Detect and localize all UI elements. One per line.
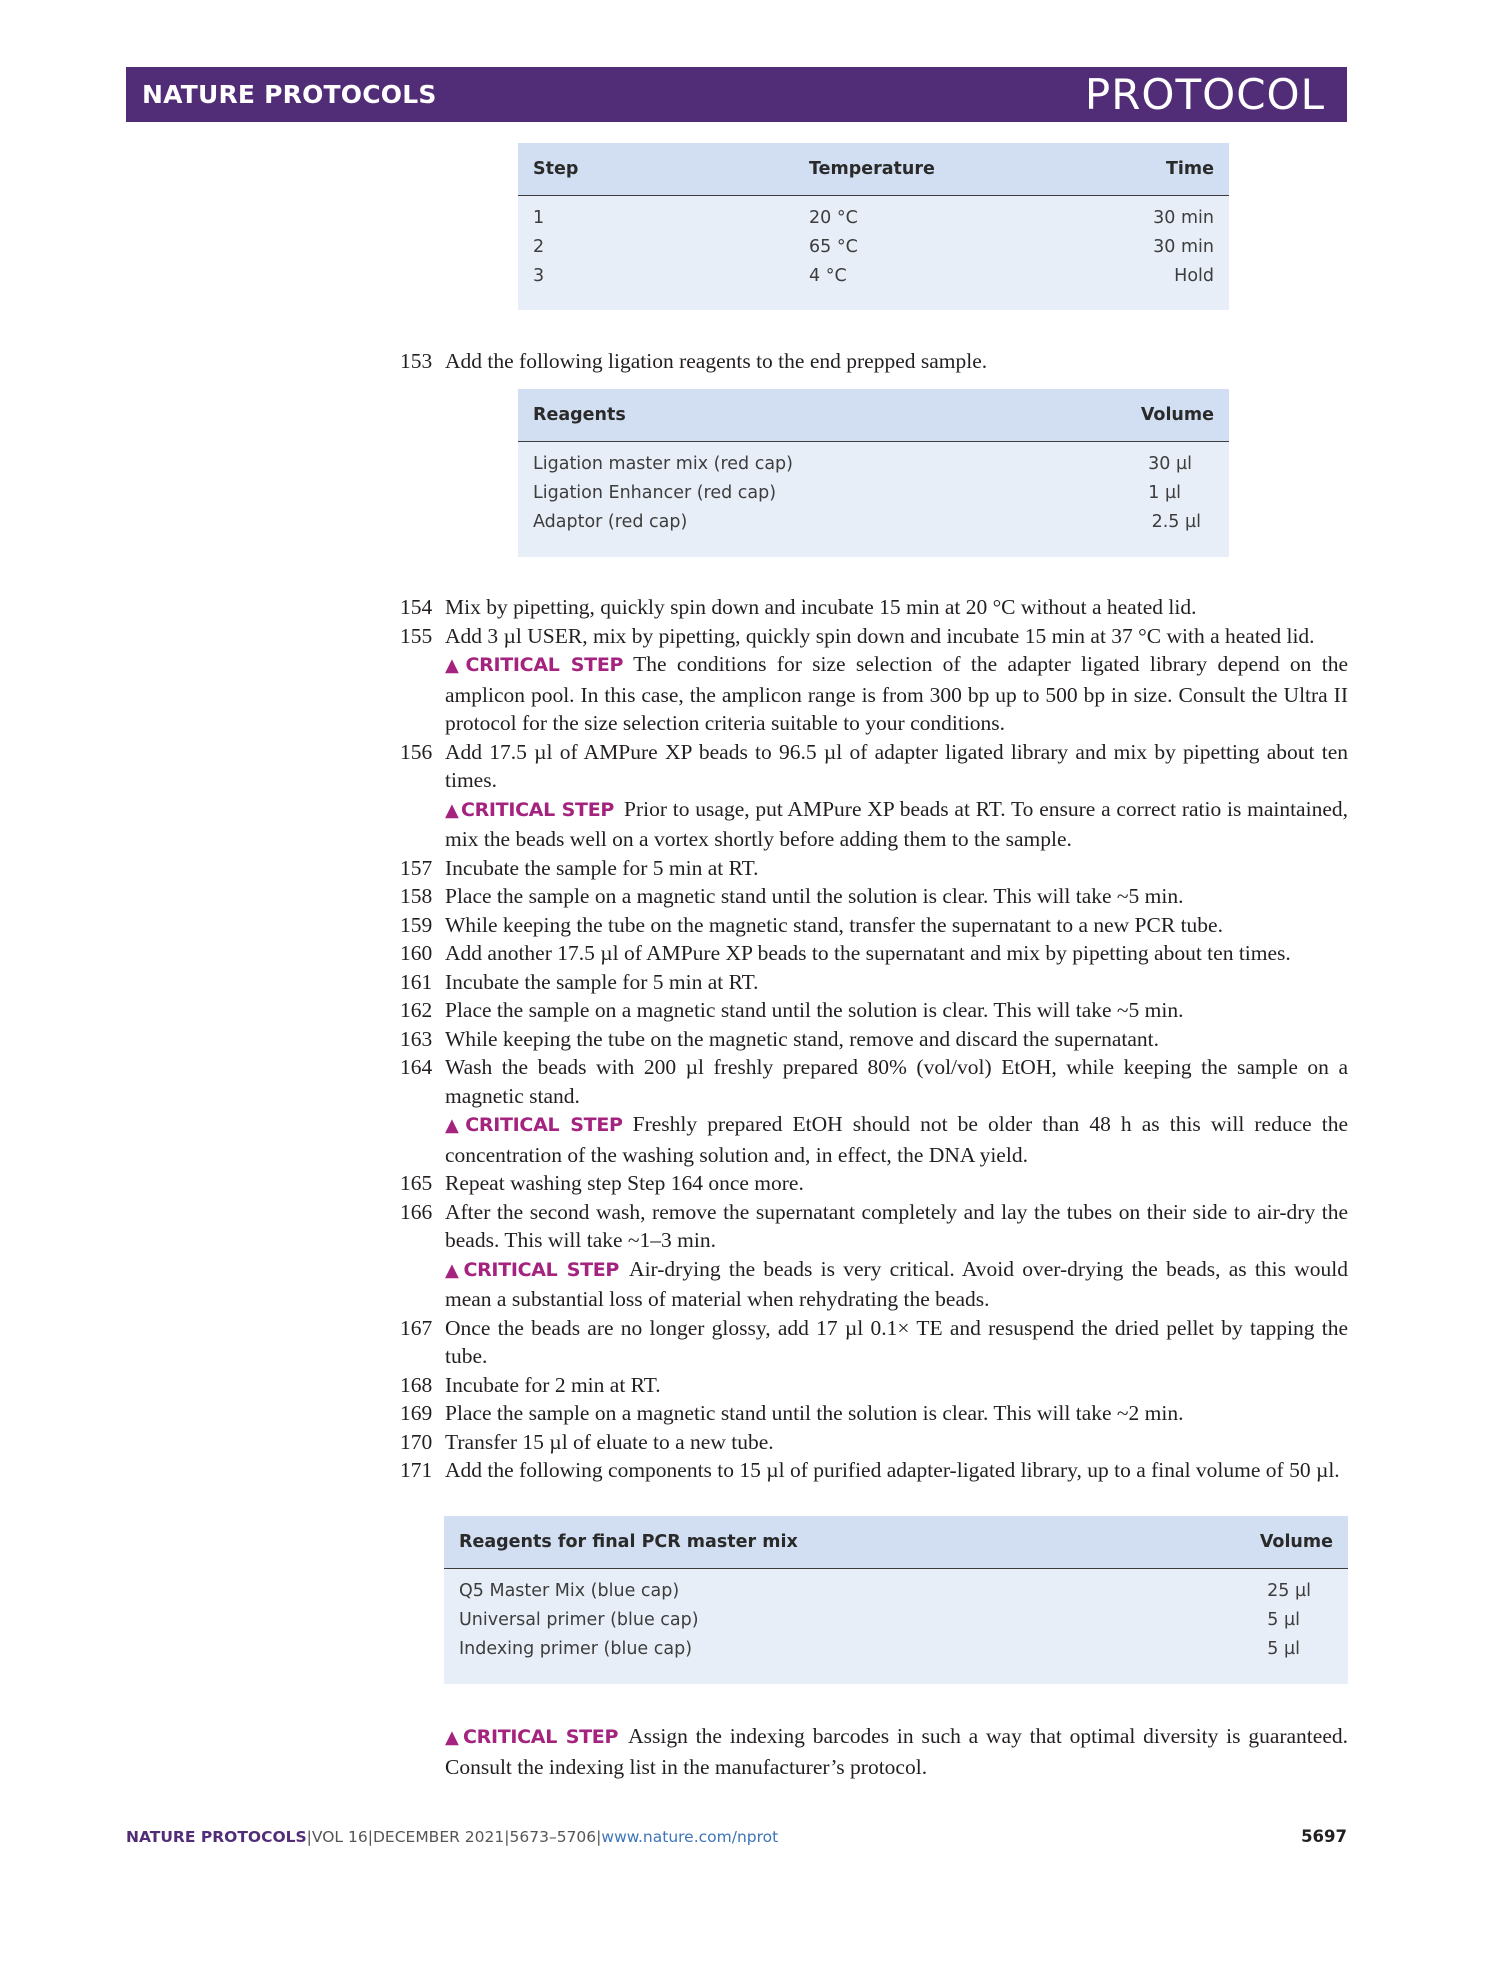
step-text: Add 3 µl USER, mix by pipetting, quickly spin down and incubate 15 min at 37 °C with a heated lid. [445, 623, 1315, 648]
warning-triangle-icon: ▲ [445, 655, 464, 676]
step-number: 159 [400, 912, 433, 937]
critical-label-text: CRITICAL STEP [465, 654, 624, 676]
step-item [400, 1025, 1348, 1054]
critical-label-text: CRITICAL STEP [463, 1258, 620, 1281]
critical-text: Air-drying the beads is very critical. Avoid over-drying the beads, as this would mean a substantial loss of material when rehydrating the beads. [445, 1256, 1348, 1311]
step-number: 158 [400, 884, 433, 908]
critical-note [445, 1722, 1348, 1781]
col-step: Step [533, 159, 579, 179]
footer-pages: 5673–5706 [509, 1827, 597, 1846]
step-item [400, 996, 1348, 1025]
step-text: Incubate the sample for 5 min at RT. [445, 969, 759, 994]
table-row [444, 1637, 1348, 1666]
step-153-block [400, 347, 1348, 376]
footer-date: DECEMBER 2021 [372, 1827, 505, 1846]
step-number: 163 [400, 1026, 433, 1051]
temperature-table [518, 143, 1229, 310]
step-item [400, 911, 1348, 940]
journal-banner [126, 67, 1347, 122]
step-text: Add 17.5 µl of AMPure XP beads to 96.5 µl of adapter ligated library and mix by pipetting about ten times. [445, 739, 1348, 792]
critical-label-text: CRITICAL STEP [460, 798, 615, 821]
step-item [400, 1456, 1348, 1485]
warning-triangle-icon: ▲ [445, 1259, 462, 1281]
step-number: 170 [400, 1429, 433, 1454]
step-item [400, 1053, 1348, 1169]
table-header [444, 1516, 1348, 1569]
col-temperature: Temperature [809, 159, 935, 179]
critical-step-label [445, 654, 623, 676]
separator: | [306, 1827, 312, 1846]
pcr-master-mix-table [444, 1516, 1348, 1684]
journal-name: NATURE PROTOCOLS [142, 80, 437, 109]
cell: Hold [1174, 266, 1214, 286]
step-number: 162 [400, 998, 433, 1022]
step-number: 169 [400, 1401, 433, 1425]
critical-text: Freshly prepared EtOH should not be older than 48 h as this will reduce the concentration of the washing solution and, in effect, the DNA yield. [445, 1112, 1348, 1167]
table-row [518, 206, 1229, 235]
step-text: Add another 17.5 µl of AMPure XP beads to the supernatant and mix by pipetting about ten times. [445, 941, 1291, 965]
step-number: 166 [400, 1199, 433, 1224]
step-item [400, 939, 1348, 968]
cell: Indexing primer (blue cap) [459, 1639, 693, 1659]
cell: Q5 Master Mix (blue cap) [459, 1581, 680, 1601]
final-critical-block [445, 1722, 1348, 1781]
critical-text: Prior to usage, put AMPure XP beads at RT. To ensure a correct ratio is maintained, mix the beads well on a vortex shortly before adding them to the sample. [445, 796, 1348, 851]
step-text: Transfer 15 µl of eluate to a new tube. [445, 1429, 774, 1454]
footer-url-link[interactable]: www.nature.com/nprot [601, 1827, 779, 1846]
step-text: While keeping the tube on the magnetic stand, remove and discard the supernatant. [445, 1026, 1160, 1051]
page-footer [126, 1827, 1347, 1846]
step-item [400, 1314, 1348, 1371]
col-volume: Volume [1259, 1532, 1333, 1552]
page-number: 5697 [1301, 1827, 1347, 1846]
step-text: Wash the beads with 200 µl freshly prepared 80% (vol/vol) EtOH, while keeping the sample on a magnetic stand. [445, 1055, 1348, 1108]
step-text: Place the sample on a magnetic stand until the solution is clear. This will take ~2 min. [445, 1401, 1184, 1425]
step-number: 164 [400, 1055, 433, 1079]
cell: 5 µl [1267, 1610, 1300, 1630]
critical-label-text: CRITICAL STEP [465, 1114, 623, 1136]
critical-note [445, 1110, 1348, 1169]
warning-triangle-icon: ▲ [445, 1727, 461, 1748]
cell: 5 µl [1267, 1639, 1300, 1659]
critical-step-label [445, 1114, 623, 1136]
step-text: Place the sample on a magnetic stand until the solution is clear. This will take ~5 min. [445, 998, 1184, 1022]
cell: 2.5 µl [1151, 512, 1201, 532]
step-number: 165 [400, 1171, 433, 1195]
critical-text: The conditions for size selection of the adapter ligated library depend on the amplicon pool. In this case, the amplicon range is from 300 bp up to 500 bp in size. Consult the Ultra II protocol for the size selection criteria suitable to your conditions. [445, 652, 1348, 735]
critical-note [445, 1255, 1348, 1314]
step-number: 168 [400, 1372, 433, 1397]
step-number: 154 [400, 595, 433, 619]
cell: Ligation master mix (red cap) [533, 454, 793, 474]
step-number: 161 [400, 969, 433, 994]
table-row [518, 235, 1229, 264]
step-item [400, 854, 1348, 883]
critical-label-text: CRITICAL STEP [462, 1726, 619, 1748]
col-time: Time [1165, 159, 1214, 179]
warning-triangle-icon: ▲ [445, 799, 459, 821]
table-row [444, 1608, 1348, 1637]
critical-step-label [445, 1259, 619, 1281]
step-text: Add the following components to 15 µl of purified adapter-ligated library, up to a final volume of 50 µl. [445, 1458, 1340, 1482]
step-item [400, 1371, 1348, 1400]
cell: 1 µl [1148, 483, 1181, 503]
cell: 4 °C [809, 266, 847, 286]
step-text: Incubate the sample for 5 min at RT. [445, 855, 759, 880]
cell: 25 µl [1267, 1581, 1311, 1601]
step-item [400, 622, 1348, 738]
ligation-reagents-table [518, 389, 1229, 557]
critical-text: Assign the indexing barcodes in such a way that optimal diversity is guaranteed. Consult the indexing list in the manufacturer’s protocol. [445, 1724, 1348, 1779]
steps-list [400, 593, 1348, 1485]
table-row [518, 481, 1229, 510]
cell: Ligation Enhancer (red cap) [533, 483, 777, 503]
article-type: PROTOCOL [1084, 70, 1325, 119]
step-item [400, 968, 1348, 997]
table-header [518, 389, 1229, 442]
separator: | [504, 1827, 510, 1846]
separator: | [596, 1827, 602, 1846]
step-number: 153 [400, 349, 433, 373]
step-text: Mix by pipetting, quickly spin down and incubate 15 min at 20 °C without a heated lid. [445, 595, 1197, 619]
col-reagents: Reagents for final PCR master mix [459, 1532, 798, 1552]
step-item [400, 347, 1348, 376]
col-reagents: Reagents [533, 405, 626, 425]
step-text: While keeping the tube on the magnetic stand, transfer the supernatant to a new PCR tube. [445, 912, 1223, 937]
critical-note [445, 795, 1348, 854]
cell: 2 [533, 237, 545, 257]
footer-citation [126, 1828, 778, 1846]
step-text: Once the beads are no longer glossy, add 17 µl 0.1× TE and resuspend the dried pellet by tapping the tube. [445, 1315, 1348, 1368]
cell: 20 °C [809, 208, 858, 228]
cell: 1 [533, 208, 545, 228]
step-text: Repeat washing step Step 164 once more. [445, 1171, 804, 1195]
critical-step-label [445, 799, 614, 821]
step-item [400, 1428, 1348, 1457]
critical-note [445, 650, 1348, 738]
step-item [400, 1198, 1348, 1314]
table-header [518, 143, 1229, 196]
footer-volume: VOL 16 [311, 1827, 368, 1846]
step-item [400, 593, 1348, 622]
critical-step-label [445, 1726, 618, 1748]
step-item [400, 738, 1348, 854]
cell: 30 min [1153, 208, 1214, 228]
cell: 3 [533, 266, 545, 286]
step-text: Add the following ligation reagents to the end prepped sample. [445, 349, 988, 373]
step-item [400, 1169, 1348, 1198]
step-number: 160 [400, 941, 433, 965]
step-number: 157 [400, 855, 433, 880]
table-row [518, 452, 1229, 481]
table-row [518, 510, 1229, 539]
cell: 65 °C [809, 237, 858, 257]
step-number: 171 [400, 1458, 433, 1482]
warning-triangle-icon: ▲ [445, 1115, 464, 1136]
table-row [518, 264, 1229, 293]
cell: Adaptor (red cap) [533, 512, 688, 532]
cell: 30 min [1153, 237, 1214, 257]
step-text: Place the sample on a magnetic stand until the solution is clear. This will take ~5 min. [445, 884, 1184, 908]
step-number: 167 [400, 1315, 433, 1340]
footer-journal: NATURE PROTOCOLS [126, 1827, 307, 1846]
step-number: 155 [400, 623, 433, 648]
col-volume: Volume [1140, 405, 1214, 425]
cell: 30 µl [1148, 454, 1192, 474]
cell: Universal primer (blue cap) [459, 1610, 699, 1630]
step-item [400, 1399, 1348, 1428]
step-number: 156 [400, 739, 433, 764]
step-item [400, 882, 1348, 911]
step-text: After the second wash, remove the supernatant completely and lay the tubes on their side to air-dry the beads. This will take ~1–3 min. [445, 1199, 1348, 1252]
step-text: Incubate for 2 min at RT. [445, 1372, 661, 1397]
separator: | [367, 1827, 373, 1846]
table-row [444, 1579, 1348, 1608]
